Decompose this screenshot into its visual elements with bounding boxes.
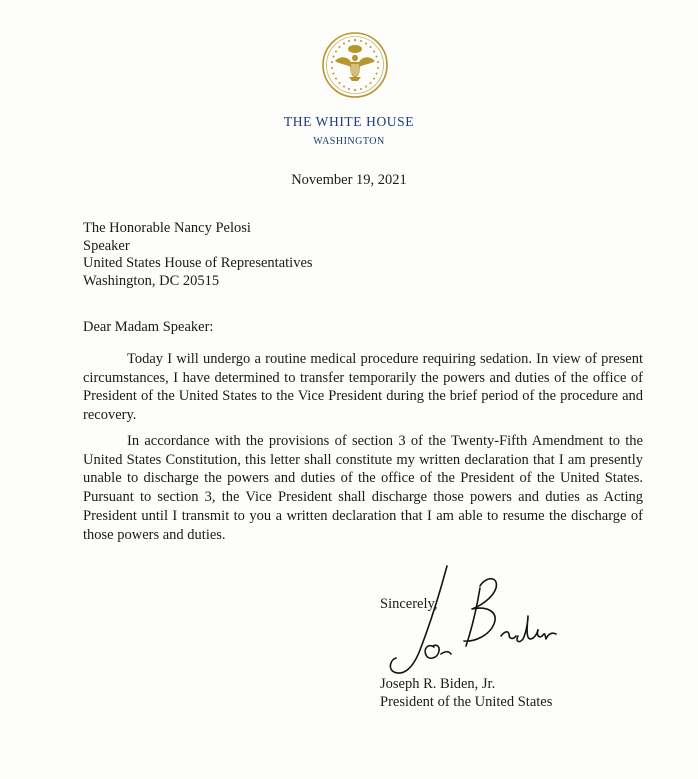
signer-title: President of the United States [380, 693, 553, 710]
recipient-address [83, 220, 313, 290]
recipient-name: The Honorable Nancy Pelosi [83, 220, 251, 236]
signer-name: Joseph R. Biden, Jr. [380, 676, 496, 692]
recipient-city-line: Washington, DC 20515 [83, 272, 220, 289]
letter-date: November 19, 2021 [291, 172, 407, 188]
body-paragraph: Today I will undergo a routine medical procedure requiring sedation. In view of present circumstances, I have determined to transfer temporarily the powers and duties of the office of President of the United States to the Vice President during the brief period of the procedure and recovery. [83, 351, 643, 424]
body-paragraph: In accordance with the provisions of section 3 of the Twenty-Fifth Amendment to the United States Constitution, this letter shall constitute my written declaration that I am presently unable to discharge the powers and duties of the office of the President of the United States. Pursuant to section 3, the Vice President shall discharge those powers and duties as Acting President until I transmit to you a written declaration that I am able to resume the discharge of those powers and duties. [83, 433, 643, 543]
closing: Sincerely, [380, 596, 438, 612]
recipient-title: Speaker [83, 237, 130, 254]
letterhead-org-name: THE WHITE HOUSE [283, 114, 415, 129]
presidential-seal-icon [321, 31, 389, 99]
salutation: Dear Madam Speaker: [83, 319, 214, 335]
signer-block [380, 676, 552, 711]
letterhead-city: WASHINGTON [313, 136, 385, 147]
recipient-organization: United States House of Representatives [83, 255, 313, 272]
